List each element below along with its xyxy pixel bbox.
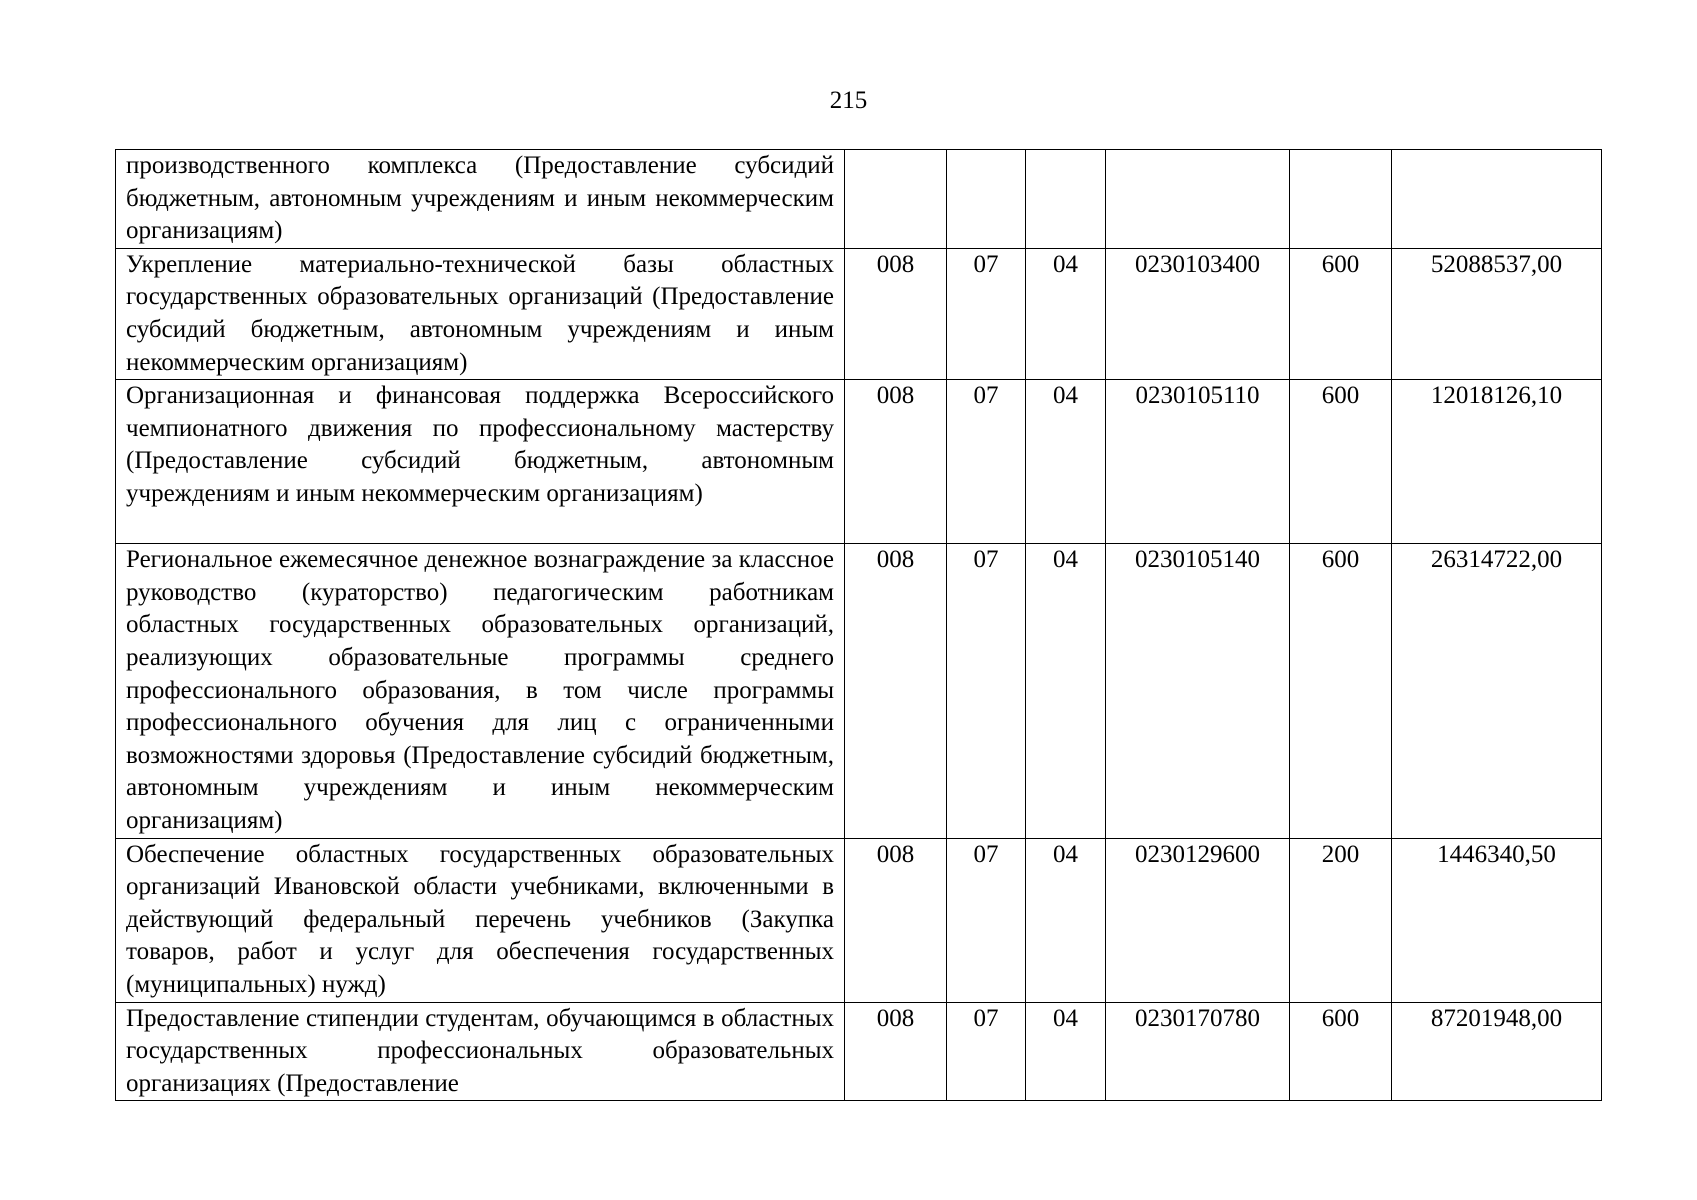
section-code bbox=[947, 150, 1026, 249]
ministry-code: 008 bbox=[845, 248, 947, 379]
subsection-code bbox=[1026, 150, 1106, 249]
ministry-code: 008 bbox=[845, 544, 947, 838]
row-description: Укрепление материально-технической базы областных государственных образовательных организаций (Предоставление субсидий бюджетным, автономным учреждениям и иным некоммерческим организациям) bbox=[116, 248, 845, 379]
ministry-code: 008 bbox=[845, 380, 947, 544]
expense-type-code bbox=[1290, 150, 1392, 249]
expense-type-code: 600 bbox=[1290, 248, 1392, 379]
table-row bbox=[116, 380, 1602, 544]
target-article-code bbox=[1106, 150, 1290, 249]
amount-value: 87201948,00 bbox=[1392, 1002, 1602, 1101]
amount-value: 12018126,10 bbox=[1392, 380, 1602, 544]
expense-type-code: 600 bbox=[1290, 1002, 1392, 1101]
subsection-code: 04 bbox=[1026, 838, 1106, 1002]
section-code: 07 bbox=[947, 838, 1026, 1002]
row-description: Региональное ежемесячное денежное вознаграждение за классное руководство (кураторство) педагогическим работникам областных государственных образовательных организаций, реализующих образовательные программы среднего профессионального образования, в том числе программы профессионального обучения для лиц с ограниченными возможностями здоровья (Предоставление субсидий бюджетным, автономным учреждениям и иным некоммерческим организациям) bbox=[116, 544, 845, 838]
ministry-code: 008 bbox=[845, 1002, 947, 1101]
target-article-code: 0230105110 bbox=[1106, 380, 1290, 544]
expense-type-code: 200 bbox=[1290, 838, 1392, 1002]
section-code: 07 bbox=[947, 1002, 1026, 1101]
row-description: Обеспечение областных государственных образовательных организаций Ивановской области учебниками, включенными в действующий федеральный перечень учебников (Закупка товаров, работ и услуг для обеспечения государственных (муниципальных) нужд) bbox=[116, 838, 845, 1002]
row-description: производственного комплекса (Предоставление субсидий бюджетным, автономным учреждениям и иным некоммерческим организациям) bbox=[116, 150, 845, 249]
table-row bbox=[116, 1002, 1602, 1101]
ministry-code bbox=[845, 150, 947, 249]
target-article-code: 0230170780 bbox=[1106, 1002, 1290, 1101]
row-description: Организационная и финансовая поддержка Всероссийского чемпионатного движения по профессиональному мастерству (Предоставление субсидий бюджетным, автономным учреждениям и иным некоммерческим организациям) bbox=[116, 380, 845, 544]
amount-value: 52088537,00 bbox=[1392, 248, 1602, 379]
row-description: Предоставление стипендии студентам, обучающимся в областных государственных профессиональных образовательных организациях (Предоставление bbox=[116, 1002, 845, 1101]
target-article-code: 0230129600 bbox=[1106, 838, 1290, 1002]
subsection-code: 04 bbox=[1026, 544, 1106, 838]
subsection-code: 04 bbox=[1026, 380, 1106, 544]
amount-value: 1446340,50 bbox=[1392, 838, 1602, 1002]
table-row bbox=[116, 544, 1602, 838]
amount-value: 26314722,00 bbox=[1392, 544, 1602, 838]
expense-type-code: 600 bbox=[1290, 380, 1392, 544]
table-row bbox=[116, 150, 1602, 249]
section-code: 07 bbox=[947, 248, 1026, 379]
page-number: 215 bbox=[829, 87, 868, 114]
amount-value bbox=[1392, 150, 1602, 249]
section-code: 07 bbox=[947, 544, 1026, 838]
target-article-code: 0230103400 bbox=[1106, 248, 1290, 379]
ministry-code: 008 bbox=[845, 838, 947, 1002]
target-article-code: 0230105140 bbox=[1106, 544, 1290, 838]
expense-type-code: 600 bbox=[1290, 544, 1392, 838]
table-row bbox=[116, 838, 1602, 1002]
section-code: 07 bbox=[947, 380, 1026, 544]
table-row bbox=[116, 248, 1602, 379]
budget-table bbox=[115, 149, 1602, 1101]
subsection-code: 04 bbox=[1026, 248, 1106, 379]
subsection-code: 04 bbox=[1026, 1002, 1106, 1101]
